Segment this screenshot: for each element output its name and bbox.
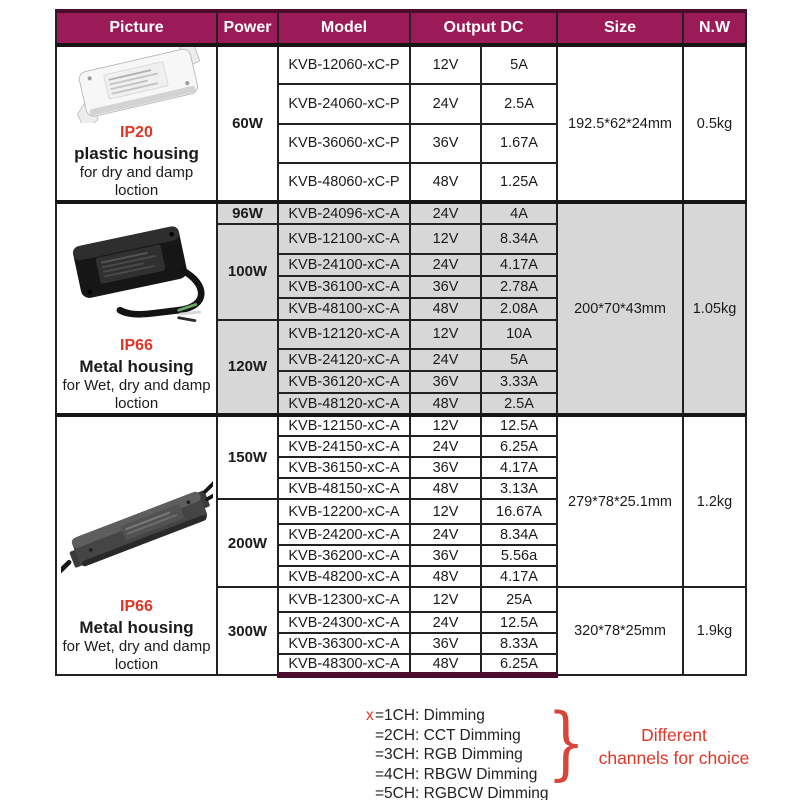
size-cell: 279*78*25.1mm — [557, 415, 683, 587]
current-cell: 3.13A — [481, 478, 557, 499]
voltage-cell: 36V — [410, 633, 481, 654]
power-cell: 60W — [217, 45, 278, 202]
net-weight-cell: 1.05kg — [683, 202, 746, 415]
voltage-cell: 24V — [410, 436, 481, 457]
voltage-cell: 12V — [410, 499, 481, 524]
voltage-cell: 12V — [410, 224, 481, 254]
current-cell: 4A — [481, 202, 557, 224]
model-cell: KVB-12150-xC-A — [278, 415, 410, 436]
voltage-cell: 24V — [410, 612, 481, 633]
current-cell: 10A — [481, 320, 557, 350]
channel-code-line — [366, 706, 549, 726]
voltage-cell: 12V — [410, 415, 481, 436]
current-cell: 6.25A — [481, 654, 557, 675]
header-row — [56, 11, 746, 45]
current-cell: 8.33A — [481, 633, 557, 654]
power-cell: 96W — [217, 202, 278, 224]
current-cell: 8.34A — [481, 224, 557, 254]
model-cell: KVB-36300-xC-A — [278, 633, 410, 654]
column-header-power: Power — [217, 11, 278, 45]
channel-code-line — [366, 765, 549, 785]
channel-code-line — [366, 726, 549, 746]
current-cell: 5A — [481, 349, 557, 371]
current-cell: 6.25A — [481, 436, 557, 457]
location-note-line1: for Wet, dry and damp — [62, 377, 211, 394]
channel-code-text: =4CH: RBGW Dimming — [375, 765, 538, 783]
voltage-cell: 48V — [410, 566, 481, 587]
model-cell: KVB-12120-xC-A — [278, 320, 410, 350]
table-row — [56, 202, 746, 224]
size-cell: 320*78*25mm — [557, 587, 683, 675]
model-cell: KVB-24120-xC-A — [278, 349, 410, 371]
voltage-cell: 24V — [410, 202, 481, 224]
current-cell: 1.25A — [481, 163, 557, 202]
model-cell: KVB-24100-xC-A — [278, 254, 410, 276]
current-cell: 8.34A — [481, 524, 557, 545]
voltage-cell: 24V — [410, 524, 481, 545]
current-cell: 2.78A — [481, 276, 557, 298]
current-cell: 16.67A — [481, 499, 557, 524]
voltage-cell: 12V — [410, 45, 481, 84]
voltage-cell: 48V — [410, 654, 481, 675]
model-cell: KVB-12100-xC-A — [278, 224, 410, 254]
current-cell: 12.5A — [481, 415, 557, 436]
model-cell: KVB-24200-xC-A — [278, 524, 410, 545]
channel-code-text: =1CH: Dimming — [375, 707, 485, 724]
model-cell: KVB-48200-xC-A — [278, 566, 410, 587]
model-cell: KVB-36200-xC-A — [278, 545, 410, 566]
power-cell: 100W — [217, 224, 278, 320]
product-figure — [57, 47, 216, 200]
current-cell: 5A — [481, 45, 557, 84]
voltage-cell: 12V — [410, 587, 481, 612]
picture-cell — [56, 45, 217, 202]
current-cell: 4.17A — [481, 254, 557, 276]
voltage-cell: 24V — [410, 84, 481, 123]
column-header-picture: Picture — [56, 11, 217, 45]
table-row — [56, 415, 746, 436]
net-weight-cell: 0.5kg — [683, 45, 746, 202]
column-header-model: Model — [278, 11, 410, 45]
location-note-line2: loction — [114, 395, 159, 412]
channel-code-line — [366, 745, 549, 765]
model-cell: KVB-48120-xC-A — [278, 393, 410, 415]
model-cell: KVB-36100-xC-A — [278, 276, 410, 298]
current-cell: 25A — [481, 587, 557, 612]
channels-choice-line2: channels for choice — [598, 748, 750, 768]
housing-type-label: Metal housing — [79, 357, 194, 376]
brace-icon: } — [547, 696, 586, 789]
location-note-line1: for dry and damp — [79, 164, 194, 181]
size-cell: 200*70*43mm — [557, 202, 683, 415]
column-header-output-dc: Output DC — [410, 11, 557, 45]
power-cell: 120W — [217, 320, 278, 416]
voltage-cell: 36V — [410, 457, 481, 478]
power-cell: 150W — [217, 415, 278, 499]
current-cell: 1.67A — [481, 124, 557, 163]
plastic-driver-image — [61, 47, 213, 123]
voltage-cell: 24V — [410, 254, 481, 276]
model-cell: KVB-24060-xC-P — [278, 84, 410, 123]
voltage-cell: 48V — [410, 393, 481, 415]
power-supply-spec-table — [55, 9, 747, 678]
voltage-cell: 48V — [410, 478, 481, 499]
metal-driver-image — [61, 204, 213, 332]
current-cell: 4.17A — [481, 566, 557, 587]
model-cell: KVB-48060-xC-P — [278, 163, 410, 202]
model-cell: KVB-24096-xC-A — [278, 202, 410, 224]
model-cell: KVB-36120-xC-A — [278, 371, 410, 393]
power-cell: 200W — [217, 499, 278, 587]
product-figure — [57, 417, 216, 674]
net-weight-cell: 1.2kg — [683, 415, 746, 587]
power-cell: 300W — [217, 587, 278, 675]
voltage-cell: 36V — [410, 276, 481, 298]
picture-cell — [56, 415, 217, 675]
voltage-cell: 24V — [410, 349, 481, 371]
voltage-cell: 48V — [410, 163, 481, 202]
column-header-nw: N.W — [683, 11, 746, 45]
location-note-line2: loction — [114, 656, 159, 673]
model-cell: KVB-12060-xC-P — [278, 45, 410, 84]
voltage-cell: 36V — [410, 371, 481, 393]
location-note-line2: loction — [114, 182, 159, 199]
current-cell: 3.33A — [481, 371, 557, 393]
ip-rating-label: IP66 — [120, 598, 153, 615]
product-figure — [57, 204, 216, 413]
column-header-size: Size — [557, 11, 683, 45]
model-cell: KVB-12300-xC-A — [278, 587, 410, 612]
channel-code-text: =5CH: RGBCW Dimming — [375, 785, 549, 800]
model-cell: KVB-36060-xC-P — [278, 124, 410, 163]
slim-metal-driver-image — [61, 459, 213, 585]
voltage-cell: 36V — [410, 124, 481, 163]
location-note-line1: for Wet, dry and damp — [62, 638, 211, 655]
current-cell: 2.5A — [481, 393, 557, 415]
model-cell: KVB-24150-xC-A — [278, 436, 410, 457]
channel-code-text: =2CH: CCT Dimming — [375, 726, 521, 744]
voltage-cell: 12V — [410, 320, 481, 350]
channel-code-line — [366, 784, 549, 800]
current-cell: 4.17A — [481, 457, 557, 478]
housing-type-label: Metal housing — [79, 618, 194, 637]
picture-cell — [56, 202, 217, 415]
model-cell: KVB-48300-xC-A — [278, 654, 410, 675]
current-cell: 2.08A — [481, 298, 557, 320]
model-cell: KVB-48150-xC-A — [278, 478, 410, 499]
channels-choice-label — [576, 724, 772, 770]
housing-type-label: plastic housing — [74, 144, 199, 163]
channel-code-legend — [366, 706, 549, 800]
channel-code-x: x — [366, 707, 374, 724]
model-cell: KVB-12200-xC-A — [278, 499, 410, 524]
current-cell: 12.5A — [481, 612, 557, 633]
ip-rating-label: IP66 — [120, 337, 153, 354]
ip-rating-label: IP20 — [120, 124, 153, 141]
voltage-cell: 48V — [410, 298, 481, 320]
model-cell: KVB-48100-xC-A — [278, 298, 410, 320]
channel-code-text: =3CH: RGB Dimming — [375, 746, 523, 763]
current-cell: 5.56a — [481, 545, 557, 566]
voltage-cell: 36V — [410, 545, 481, 566]
channels-choice-line1: Different — [641, 725, 707, 745]
model-cell: KVB-36150-xC-A — [278, 457, 410, 478]
table-row — [56, 45, 746, 84]
size-cell: 192.5*62*24mm — [557, 45, 683, 202]
model-cell: KVB-24300-xC-A — [278, 612, 410, 633]
current-cell: 2.5A — [481, 84, 557, 123]
net-weight-cell: 1.9kg — [683, 587, 746, 675]
